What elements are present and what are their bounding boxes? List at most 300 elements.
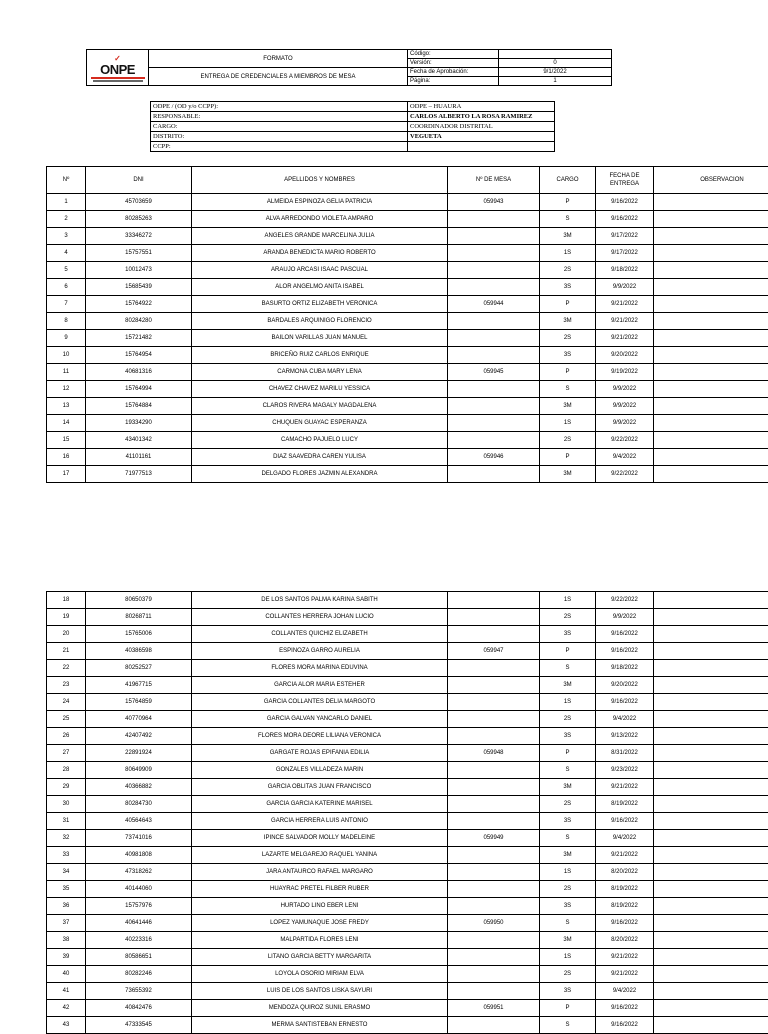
cell-fecha: 9/20/2022 [596,347,654,364]
cell-dni: 15685439 [86,279,192,296]
document-title: ENTREGA DE CREDENCIALES A MIEMBROS DE MESA [149,68,408,86]
cell-cargo: P [540,364,596,381]
cell-mesa [448,228,540,245]
info-value [408,142,555,152]
cell-mesa [448,211,540,228]
table-row [47,626,768,643]
cell-dni: 40641446 [86,915,192,932]
cell-name: DELGADO FLORES JAZMIN ALEXANDRA [192,466,448,483]
info-value: ODPE – HUAURA [408,102,555,112]
cell-observacion [654,347,768,364]
cell-dni: 80586651 [86,949,192,966]
cell-mesa: 059946 [448,449,540,466]
table-body [47,592,768,1034]
cell-fecha: 9/18/2022 [596,660,654,677]
cell-mesa [448,881,540,898]
cell-mesa: 059950 [448,915,540,932]
cell-number: 3 [47,228,86,245]
cell-fecha: 9/4/2022 [596,711,654,728]
cell-mesa [448,466,540,483]
cell-fecha: 9/17/2022 [596,228,654,245]
cell-number: 31 [47,813,86,830]
cell-fecha: 8/20/2022 [596,932,654,949]
cell-name: ANGELES GRANDE MARCELINA JULIA [192,228,448,245]
responsible-info [150,101,555,152]
cell-mesa [448,279,540,296]
cell-cargo: 1S [540,415,596,432]
cell-cargo: 3M [540,932,596,949]
cell-dni: 43401342 [86,432,192,449]
cell-observacion [654,262,768,279]
cell-cargo: 1S [540,949,596,966]
cell-mesa: 059945 [448,364,540,381]
cell-mesa: 059947 [448,643,540,660]
cell-fecha: 8/19/2022 [596,881,654,898]
cell-name: FLORES MORA DEORE LILIANA VERONICA [192,728,448,745]
info-label: DISTRITO: [151,132,408,142]
cell-cargo: 3S [540,728,596,745]
cell-dni: 15764922 [86,296,192,313]
cell-fecha: 9/19/2022 [596,364,654,381]
cell-name: HUAYRAC PRETEL FILBER RUBER [192,881,448,898]
cell-observacion [654,313,768,330]
cell-dni: 15764884 [86,398,192,415]
cell-cargo: 2S [540,432,596,449]
cell-fecha: 9/16/2022 [596,626,654,643]
cell-fecha: 8/19/2022 [596,898,654,915]
cell-name: COLLANTES QUICHIZ ELIZABETH [192,626,448,643]
cell-number: 26 [47,728,86,745]
table-row [47,898,768,915]
cell-mesa [448,381,540,398]
cell-mesa: 059943 [448,194,540,211]
table-row [47,711,768,728]
cell-name: HURTADO LINO EBER LENI [192,898,448,915]
cell-name: LITANO GARCIA BETTY MARGARITA [192,949,448,966]
cell-fecha: 9/22/2022 [596,432,654,449]
cell-observacion [654,245,768,262]
cell-fecha: 9/22/2022 [596,466,654,483]
cell-mesa [448,898,540,915]
cell-observacion [654,847,768,864]
cell-observacion [654,609,768,626]
cell-observacion [654,762,768,779]
cell-name: ARAUJO ARCASI ISAAC PASCUAL [192,262,448,279]
cell-cargo: 1S [540,245,596,262]
cell-cargo: 3S [540,279,596,296]
cell-observacion [654,864,768,881]
info-value: CARLOS ALBERTO LA ROSA RAMIREZ [408,112,555,122]
vote-mark-icon: ✓ [89,54,147,63]
table-row [47,211,768,228]
table-body [47,194,768,483]
cell-fecha: 9/9/2022 [596,415,654,432]
cell-number: 5 [47,262,86,279]
cell-fecha: 9/21/2022 [596,949,654,966]
cell-number: 25 [47,711,86,728]
cell-number: 37 [47,915,86,932]
table-row [47,864,768,881]
cell-mesa [448,592,540,609]
cell-mesa [448,432,540,449]
cell-mesa: 059949 [448,830,540,847]
cell-number: 2 [47,211,86,228]
cell-name: CLAROS RIVERA MAGALY MAGDALENA [192,398,448,415]
cell-mesa [448,347,540,364]
cell-number: 1 [47,194,86,211]
column-header: APELLIDOS Y NOMBRES [192,167,448,194]
cell-number: 33 [47,847,86,864]
cell-dni: 47318262 [86,864,192,881]
cell-mesa [448,762,540,779]
logo-tagline [93,80,143,82]
logo-wordmark: ONPE [89,63,147,76]
cell-name: GARCIA OBLITAS JUAN FRANCISCO [192,779,448,796]
cell-number: 43 [47,1017,86,1034]
cell-mesa: 059951 [448,1000,540,1017]
cell-cargo: P [540,296,596,313]
table-row [47,347,768,364]
cell-mesa [448,864,540,881]
cell-number: 19 [47,609,86,626]
cell-name: IPINCE SALVADOR MOLLY MADELEINE [192,830,448,847]
cell-dni: 80252527 [86,660,192,677]
cell-number: 28 [47,762,86,779]
cell-number: 42 [47,1000,86,1017]
cell-name: CAMACHO PAJUELO LUCY [192,432,448,449]
cell-name: MALPARTIDA FLORES LENI [192,932,448,949]
cell-cargo: 2S [540,881,596,898]
cell-observacion [654,915,768,932]
cell-observacion [654,330,768,347]
cell-dni: 15764859 [86,694,192,711]
column-header: Nº [47,167,86,194]
cell-fecha: 9/16/2022 [596,1017,654,1034]
cell-name: ESPINOZA GARRO AURELIA [192,643,448,660]
cell-name: BAILON VARILLAS JUAN MANUEL [192,330,448,347]
cell-dni: 22891924 [86,745,192,762]
cell-observacion [654,432,768,449]
table-row [47,279,768,296]
cell-mesa [448,779,540,796]
table-row [47,228,768,245]
cell-cargo: 2S [540,796,596,813]
table-row [47,245,768,262]
cell-cargo: 3S [540,898,596,915]
cell-dni: 40842476 [86,1000,192,1017]
cell-name: DE LOS SANTOS PALMA KARINA SABITH [192,592,448,609]
cell-observacion [654,643,768,660]
cell-name: BASURTO ORTIZ ELIZABETH VERONICA [192,296,448,313]
cell-number: 41 [47,983,86,1000]
cell-observacion [654,983,768,1000]
cell-name: GONZALES VILLADEZA MARIN [192,762,448,779]
cell-mesa [448,415,540,432]
cell-observacion [654,745,768,762]
cell-fecha: 9/9/2022 [596,279,654,296]
cell-cargo: 3S [540,347,596,364]
form-header [86,49,612,86]
cell-name: COLLANTES HERRERA JOHAN LUCIO [192,609,448,626]
cell-fecha: 9/13/2022 [596,728,654,745]
cell-dni: 40564643 [86,813,192,830]
table-row [47,1000,768,1017]
onpe-logo [87,50,149,86]
cell-dni: 15721482 [86,330,192,347]
cell-fecha: 9/20/2022 [596,677,654,694]
table-row [47,466,768,483]
table-row [47,847,768,864]
table-row [47,949,768,966]
cell-name: DIAZ SAAVEDRA CAREN YULISA [192,449,448,466]
cell-fecha: 9/9/2022 [596,398,654,415]
cell-observacion [654,211,768,228]
table-row [47,381,768,398]
info-value: COORDINADOR DISTRITAL [408,122,555,132]
cell-fecha: 9/16/2022 [596,694,654,711]
cell-cargo: 3S [540,813,596,830]
cell-dni: 33346272 [86,228,192,245]
column-header: FECHA DE ENTREGA [596,167,654,194]
cell-name: MENDOZA QUIROZ SUNIL ERASMO [192,1000,448,1017]
cell-observacion [654,466,768,483]
table-row [47,398,768,415]
cell-name: MERMA SANTISTEBAN ERNESTO [192,1017,448,1034]
cell-number: 40 [47,966,86,983]
cell-cargo: 1S [540,592,596,609]
cell-fecha: 9/16/2022 [596,915,654,932]
cell-mesa [448,983,540,1000]
cell-dni: 40144060 [86,881,192,898]
cell-dni: 47333545 [86,1017,192,1034]
table-row [47,694,768,711]
cell-observacion [654,728,768,745]
cell-cargo: 3M [540,677,596,694]
cell-mesa [448,398,540,415]
cell-observacion [654,1017,768,1034]
cell-dni: 80284730 [86,796,192,813]
cell-name: GARCIA GARCIA KATERINE MARISEL [192,796,448,813]
cell-fecha: 9/4/2022 [596,983,654,1000]
cell-cargo: 2S [540,330,596,347]
cell-fecha: 9/21/2022 [596,966,654,983]
cell-fecha: 9/4/2022 [596,830,654,847]
cell-number: 24 [47,694,86,711]
cell-dni: 15757551 [86,245,192,262]
cell-fecha: 8/19/2022 [596,796,654,813]
table-row [47,643,768,660]
cell-mesa [448,262,540,279]
meta-value: 1 [499,77,612,86]
cell-dni: 45703659 [86,194,192,211]
cell-mesa: 059948 [448,745,540,762]
cell-observacion [654,626,768,643]
cell-dni: 41101161 [86,449,192,466]
cell-name: LAZARTE MELGAREJO RAQUEL YANINA [192,847,448,864]
cell-observacion [654,694,768,711]
cell-name: GARCIA HERRERA LUIS ANTONIO [192,813,448,830]
cell-cargo: P [540,449,596,466]
info-value: VEGUETA [408,132,555,142]
cell-mesa [448,694,540,711]
table-row [47,296,768,313]
cell-number: 29 [47,779,86,796]
cell-name: BARDALES ARQUINIGO FLORENCIO [192,313,448,330]
cell-mesa [448,609,540,626]
table-row [47,830,768,847]
table-row [47,932,768,949]
cell-cargo: S [540,660,596,677]
cell-number: 4 [47,245,86,262]
cell-fecha: 9/16/2022 [596,211,654,228]
cell-dni: 15757976 [86,898,192,915]
cell-name: GARCIA GALVAN YANCARLO DANIEL [192,711,448,728]
cell-mesa [448,711,540,728]
cell-cargo: S [540,762,596,779]
table-row [47,313,768,330]
table-row [47,330,768,347]
cell-mesa [448,660,540,677]
info-label: RESPONSABLE: [151,112,408,122]
cell-cargo: 3M [540,228,596,245]
cell-cargo: 2S [540,711,596,728]
cell-name: CHAVEZ CHAVEZ MARILU YESSICA [192,381,448,398]
cell-observacion [654,898,768,915]
cell-observacion [654,796,768,813]
cell-observacion [654,813,768,830]
cell-cargo: S [540,915,596,932]
credentials-table [46,166,768,483]
cell-mesa [448,626,540,643]
cell-name: FLORES MORA MARINA EDUVINA [192,660,448,677]
cell-cargo: S [540,211,596,228]
table-row [47,677,768,694]
cell-name: ALVA ARREDONDO VIOLETA AMPARO [192,211,448,228]
cell-name: GARGATE ROJAS EPIFANIA EDILIA [192,745,448,762]
cell-mesa [448,677,540,694]
cell-cargo: 2S [540,262,596,279]
cell-fecha: 9/9/2022 [596,381,654,398]
cell-name: GARCIA ALOR MARIA ESTEHER [192,677,448,694]
cell-number: 23 [47,677,86,694]
cell-mesa [448,313,540,330]
cell-observacion [654,932,768,949]
cell-number: 10 [47,347,86,364]
table-row [47,609,768,626]
cell-dni: 19334290 [86,415,192,432]
cell-fecha: 9/4/2022 [596,449,654,466]
cell-fecha: 9/21/2022 [596,779,654,796]
info-label: CARGO: [151,122,408,132]
cell-dni: 71977513 [86,466,192,483]
cell-number: 17 [47,466,86,483]
cell-name: ALOR ANGELMO ANITA ISABEL [192,279,448,296]
cell-number: 16 [47,449,86,466]
table-row [47,728,768,745]
cell-number: 36 [47,898,86,915]
cell-dni: 40770964 [86,711,192,728]
column-header: Nº DE MESA [448,167,540,194]
cell-cargo: S [540,381,596,398]
table-row [47,432,768,449]
cell-dni: 80284280 [86,313,192,330]
cell-observacion [654,1000,768,1017]
cell-observacion [654,194,768,211]
cell-fecha: 9/16/2022 [596,1000,654,1017]
cell-observacion [654,592,768,609]
cell-cargo: P [540,643,596,660]
cell-mesa [448,796,540,813]
cell-dni: 40223316 [86,932,192,949]
cell-mesa [448,966,540,983]
cell-observacion [654,949,768,966]
info-label: ODPE / (OD y/o CCPP): [151,102,408,112]
cell-dni: 42407492 [86,728,192,745]
cell-dni: 10012473 [86,262,192,279]
cell-name: LUIS DE LOS SANTOS LISKA SAYURI [192,983,448,1000]
meta-value [499,50,612,59]
meta-value: 9/1/2022 [499,68,612,77]
table-row [47,660,768,677]
cell-cargo: 3S [540,983,596,1000]
cell-dni: 80285263 [86,211,192,228]
cell-observacion [654,381,768,398]
cell-mesa [448,932,540,949]
info-label: CCPP: [151,142,408,152]
cell-dni: 80650379 [86,592,192,609]
cell-observacion [654,228,768,245]
cell-number: 8 [47,313,86,330]
meta-value: 0 [499,59,612,68]
cell-number: 21 [47,643,86,660]
cell-observacion [654,779,768,796]
logo-rule [91,77,145,79]
cell-dni: 80282246 [86,966,192,983]
table-row [47,1017,768,1034]
cell-number: 7 [47,296,86,313]
cell-observacion [654,711,768,728]
cell-cargo: P [540,745,596,762]
cell-name: CHUQUEN GUAYAC ESPERANZA [192,415,448,432]
cell-fecha: 9/18/2022 [596,262,654,279]
cell-dni: 40681316 [86,364,192,381]
cell-mesa [448,1017,540,1034]
table-row [47,592,768,609]
cell-number: 12 [47,381,86,398]
cell-cargo: 2S [540,609,596,626]
cell-fecha: 9/21/2022 [596,847,654,864]
cell-mesa [448,847,540,864]
table-row [47,745,768,762]
column-header: OBSERVACION [654,167,768,194]
cell-number: 34 [47,864,86,881]
cell-fecha: 9/16/2022 [596,813,654,830]
cell-number: 39 [47,949,86,966]
cell-dni: 15765006 [86,626,192,643]
cell-dni: 15764954 [86,347,192,364]
meta-label: Fecha de Aprobación: [408,68,499,77]
table-row [47,796,768,813]
column-header: DNI [86,167,192,194]
cell-fecha: 9/21/2022 [596,296,654,313]
cell-observacion [654,415,768,432]
cell-cargo: 3M [540,779,596,796]
cell-dni: 80268711 [86,609,192,626]
cell-observacion [654,677,768,694]
cell-dni: 73655392 [86,983,192,1000]
table-row [47,779,768,796]
meta-label: Versión: [408,59,499,68]
